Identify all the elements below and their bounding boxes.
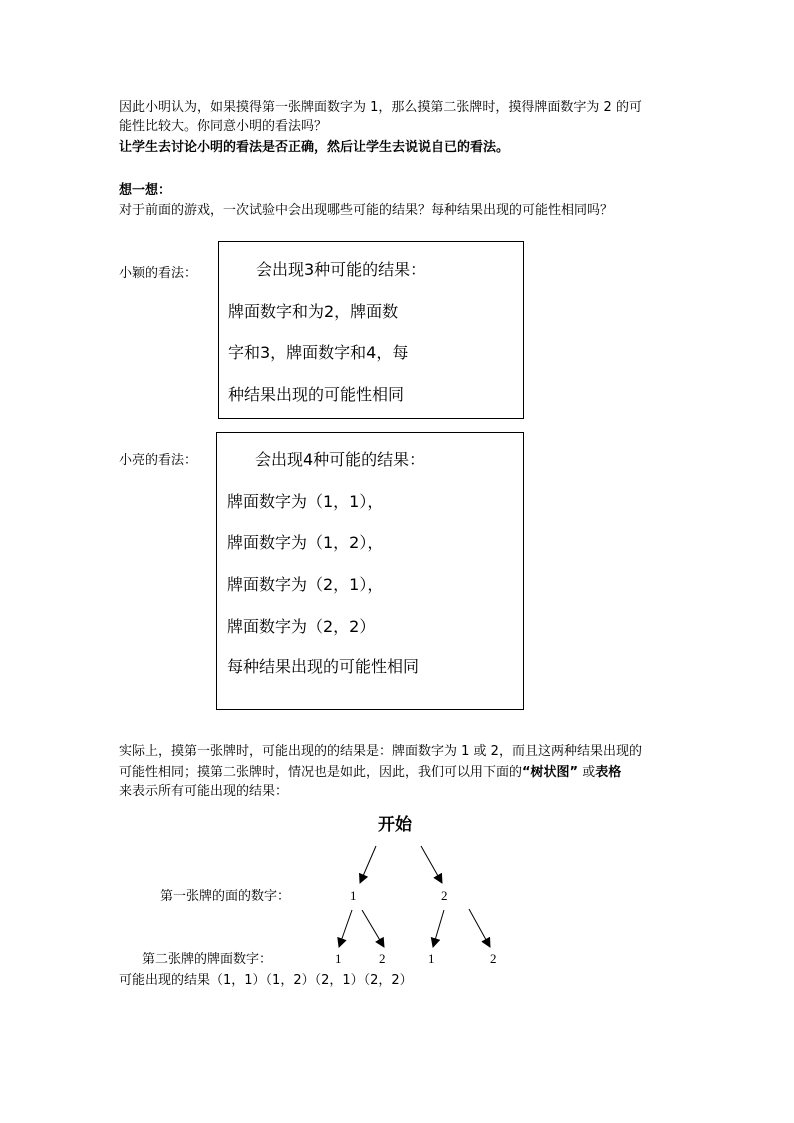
table-term: 表格 — [595, 765, 622, 780]
xiaoliang-label: 小亮的看法： — [119, 453, 198, 468]
second-card-label: 第二张牌的牌面数字： — [142, 952, 273, 967]
tree-node-second: 2 — [490, 951, 497, 966]
tree-root-start: 开始 — [378, 815, 412, 835]
text-span: 或 — [582, 765, 596, 780]
box-line: 字和3，牌面数字和4，每 — [228, 343, 409, 362]
tree-node-first-2: 2 — [441, 888, 448, 903]
box-line: 会出现3种可能的结果： — [256, 260, 427, 279]
first-card-label: 第一张牌的面的数字： — [160, 889, 291, 904]
box-line: 会出现4种可能的结果： — [255, 450, 426, 469]
tree-node-second: 1 — [428, 951, 435, 966]
arrow — [433, 910, 444, 947]
arrow — [421, 846, 442, 883]
tree-node-second: 1 — [335, 951, 342, 966]
arrow — [469, 909, 490, 947]
xiaoying-label: 小颖的看法： — [119, 266, 198, 281]
question-text: 对于前面的游戏，一次试验中会出现哪些可能的结果？每种结果出现的可能性相同吗？ — [119, 203, 614, 218]
bold-instruction: 让学生去讨论小明的看法是否正确，然后让学生去说说自已的看法。 — [119, 140, 510, 155]
arrow — [362, 910, 384, 947]
paragraph-line: 实际上，摸第一张牌时，可能出现的的结果是：牌面数字为 1 或 2，而且这两种结果出现的 — [119, 744, 642, 759]
text-span: 可能性相同；摸第二张牌时，情况也是如此，因此，我们可以用下面的 — [119, 765, 523, 780]
possible-results: 可能出现的结果（1，1）（1，2）（2，1）（2，2） — [119, 973, 413, 988]
section-heading: 想一想： — [119, 183, 172, 198]
tree-node-second: 2 — [379, 951, 386, 966]
box-line: 牌面数字为（1，1）， — [227, 492, 384, 511]
paragraph-line: 来表示所有可能出现的结果： — [119, 784, 289, 799]
arrow — [339, 910, 352, 947]
box-line: 牌面数字和为2，牌面数 — [228, 302, 399, 321]
box-line: 牌面数字为（2，2） — [227, 617, 376, 636]
paragraph-line: 因此小明认为，如果摸得第一张牌面数字为 1，那么摸第二张牌时，摸得牌面数字为 2 的可 — [119, 100, 642, 115]
tree-node-first-1: 1 — [350, 888, 357, 903]
box-line: 种结果出现的可能性相同 — [228, 385, 405, 404]
paragraph-line: 能性比较大。你同意小明的看法吗？ — [119, 119, 328, 134]
tree-diagram-term: “树状图” — [522, 765, 579, 780]
arrow — [360, 846, 376, 883]
box-line: 牌面数字为（2，1）， — [227, 575, 384, 594]
box-line: 牌面数字为（1，2）， — [227, 533, 384, 552]
box-line: 每种结果出现的可能性相同 — [227, 657, 420, 676]
